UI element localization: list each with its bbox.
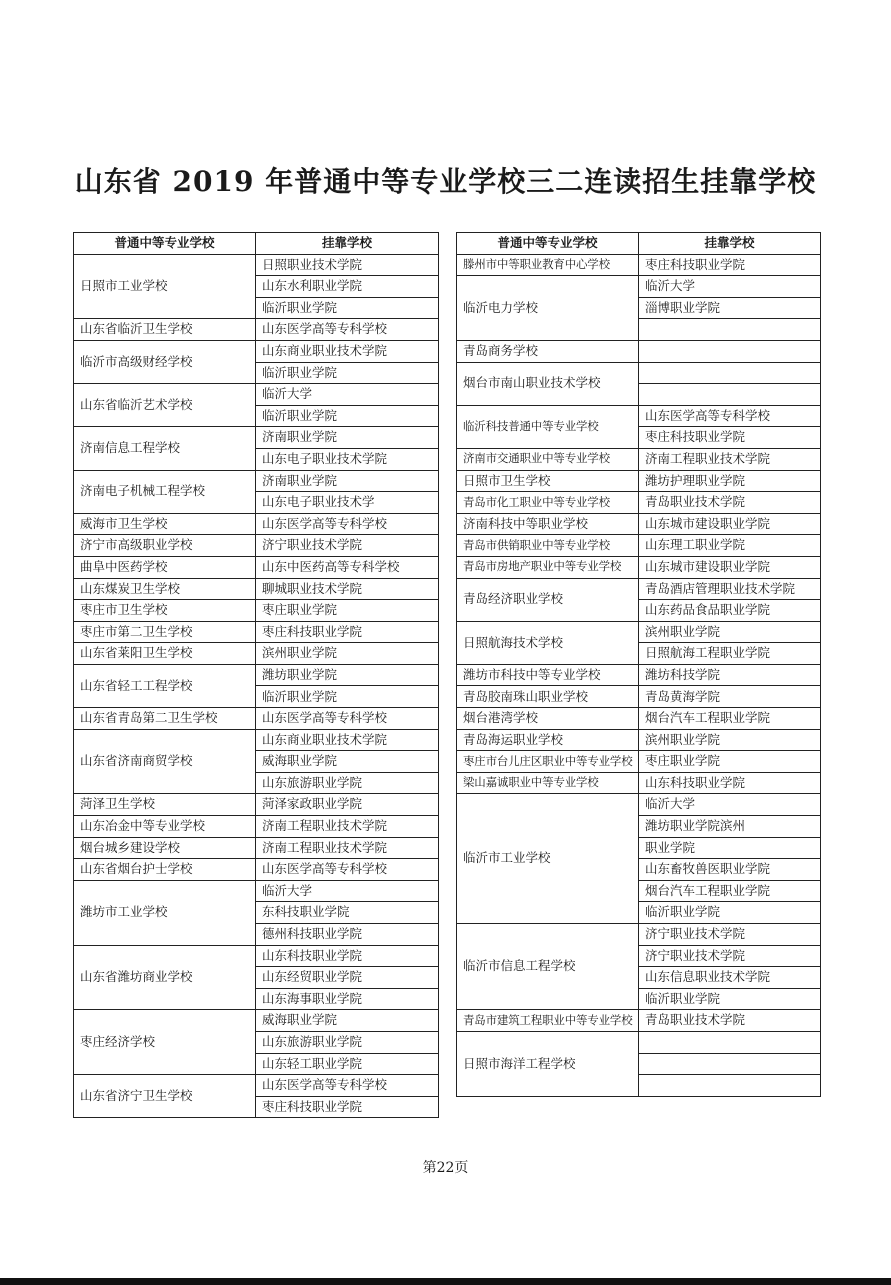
college-cell: 临沂职业学院: [256, 405, 439, 427]
school-cell: 青岛经济职业学校: [457, 578, 639, 621]
school-cell: 济南科技中等职业学校: [457, 513, 639, 535]
college-cell: 潍坊科技学院: [639, 664, 821, 686]
college-cell: 日照职业技术学院: [256, 254, 439, 276]
school-cell: 山东煤炭卫生学校: [74, 578, 256, 600]
table-row: [74, 1075, 439, 1097]
college-cell: [639, 319, 821, 341]
school-cell: 山东省济宁卫生学校: [74, 1075, 256, 1118]
school-cell: 山东省济南商贸学校: [74, 729, 256, 794]
table-row: [457, 621, 821, 643]
school-cell: 枣庄经济学校: [74, 1010, 256, 1075]
college-cell: 山东城市建设职业学院: [639, 513, 821, 535]
school-cell: 威海市卫生学校: [74, 513, 256, 535]
school-cell: 临沂电力学校: [457, 276, 639, 341]
school-cell: 临沂市信息工程学校: [457, 924, 639, 1010]
college-cell: 山东商业职业技术学院: [256, 729, 439, 751]
table-row: [74, 578, 439, 600]
header-school: 普通中等专业学校: [74, 233, 256, 255]
school-cell: 青岛市房地产职业中等专业学校: [457, 556, 639, 578]
college-cell: 潍坊职业学院滨州: [639, 816, 821, 838]
college-cell: 聊城职业技术学院: [256, 578, 439, 600]
college-cell: 山东药品食品职业学院: [639, 600, 821, 622]
school-cell: 山东省莱阳卫生学校: [74, 643, 256, 665]
school-cell: 烟台城乡建设学校: [74, 837, 256, 859]
table-row: [74, 1010, 439, 1032]
school-cell: 山东省潍坊商业学校: [74, 945, 256, 1010]
table-row: [457, 513, 821, 535]
college-cell: 日照航海工程职业学院: [639, 643, 821, 665]
college-cell: 山东商业职业技术学院: [256, 340, 439, 362]
school-cell: 山东省临沂艺术学校: [74, 384, 256, 427]
table-row: [74, 859, 439, 881]
table-row: [457, 686, 821, 708]
college-cell: 山东科技职业学院: [256, 945, 439, 967]
table-row: [457, 492, 821, 514]
school-cell: 枣庄市台儿庄区职业中等专业学校: [457, 751, 639, 773]
college-cell: 山东医学高等专科学校: [256, 319, 439, 341]
college-cell: 济南职业学院: [256, 470, 439, 492]
school-cell: 山东省烟台护士学校: [74, 859, 256, 881]
college-cell: 威海职业学院: [256, 751, 439, 773]
college-cell: 山东医学高等专科学校: [639, 405, 821, 427]
college-cell: 滨州职业学院: [256, 643, 439, 665]
college-cell: 济南工程职业技术学院: [256, 816, 439, 838]
school-cell: 济南电子机械工程学校: [74, 470, 256, 513]
table-row: [74, 729, 439, 751]
table-row: [457, 729, 821, 751]
table-row: [74, 384, 439, 406]
table-row: [74, 556, 439, 578]
table-row: [74, 535, 439, 557]
table-row: [74, 427, 439, 449]
table-row: [457, 1031, 821, 1053]
school-cell: 青岛市建筑工程职业中等专业学校: [457, 1010, 639, 1032]
college-cell: 枣庄科技职业学院: [256, 1096, 439, 1118]
header-college: 挂靠学校: [639, 233, 821, 255]
table-row: [457, 405, 821, 427]
table-row: [457, 1010, 821, 1032]
college-cell: 临沂大学: [639, 794, 821, 816]
school-cell: 日照市工业学校: [74, 254, 256, 319]
college-cell: 青岛职业技术学院: [639, 1010, 821, 1032]
college-cell: 山东经贸职业学院: [256, 967, 439, 989]
college-cell: 临沂职业学院: [639, 988, 821, 1010]
college-cell: 德州科技职业学院: [256, 924, 439, 946]
college-cell: 临沂大学: [256, 880, 439, 902]
college-cell: 青岛黄海学院: [639, 686, 821, 708]
school-cell: 日照市海洋工程学校: [457, 1031, 639, 1096]
table-header-row: [74, 233, 439, 255]
college-cell: 山东医学高等专科学校: [256, 513, 439, 535]
college-cell: 济南职业学院: [256, 427, 439, 449]
college-cell: 山东电子职业技术学院: [256, 448, 439, 470]
college-cell: 菏泽家政职业学院: [256, 794, 439, 816]
college-cell: 青岛职业技术学院: [639, 492, 821, 514]
college-cell: 山东中医药高等专科学校: [256, 556, 439, 578]
college-cell: 烟台汽车工程职业学院: [639, 880, 821, 902]
table-row: [457, 470, 821, 492]
table-row: [457, 794, 821, 816]
college-cell: 枣庄科技职业学院: [639, 254, 821, 276]
school-cell: 青岛商务学校: [457, 340, 639, 362]
school-cell: 烟台市南山职业技术学校: [457, 362, 639, 405]
table-row: [457, 664, 821, 686]
header-school: 普通中等专业学校: [457, 233, 639, 255]
college-cell: 威海职业学院: [256, 1010, 439, 1032]
school-cell: 曲阜中医药学校: [74, 556, 256, 578]
header-college: 挂靠学校: [256, 233, 439, 255]
school-cell: 日照航海技术学校: [457, 621, 639, 664]
school-cell: 日照市卫生学校: [457, 470, 639, 492]
table-row: [74, 600, 439, 622]
table-row: [457, 362, 821, 384]
college-cell: 青岛酒店管理职业技术学院: [639, 578, 821, 600]
college-cell: 潍坊护理职业学院: [639, 470, 821, 492]
school-cell: 济宁市高级职业学校: [74, 535, 256, 557]
school-cell: 梁山嘉诚职业中等专业学校: [457, 772, 639, 794]
college-cell: 济南工程职业技术学院: [256, 837, 439, 859]
college-cell: [639, 1075, 821, 1097]
table-header-row: [457, 233, 821, 255]
school-cell: 菏泽卫生学校: [74, 794, 256, 816]
college-cell: 山东医学高等专科学校: [256, 859, 439, 881]
college-cell: 山东电子职业技术学: [256, 492, 439, 514]
college-cell: 临沂大学: [256, 384, 439, 406]
school-cell: 枣庄市第二卫生学校: [74, 621, 256, 643]
college-cell: 山东轻工职业学院: [256, 1053, 439, 1075]
college-cell: 滨州职业学院: [639, 729, 821, 751]
college-cell: 山东水利职业学院: [256, 276, 439, 298]
school-cell: 临沂市工业学校: [457, 794, 639, 924]
school-cell: 山东省轻工工程学校: [74, 664, 256, 707]
page-title: 山东省 2019 年普通中等专业学校三二连读招生挂靠学校: [74, 165, 817, 198]
college-cell: 山东医学高等专科学校: [256, 1075, 439, 1097]
table-row: [74, 254, 439, 276]
college-cell: 职业学院: [639, 837, 821, 859]
college-cell: 山东海事职业学院: [256, 988, 439, 1010]
school-cell: 烟台港湾学校: [457, 708, 639, 730]
right-schools-table: [456, 232, 821, 1097]
table-row: [74, 880, 439, 902]
college-cell: 济宁职业技术学院: [639, 924, 821, 946]
college-cell: 济南工程职业技术学院: [639, 448, 821, 470]
school-cell: 山东冶金中等专业学校: [74, 816, 256, 838]
table-row: [74, 708, 439, 730]
college-cell: 山东城市建设职业学院: [639, 556, 821, 578]
college-cell: 临沂职业学院: [256, 686, 439, 708]
table-row: [457, 340, 821, 362]
college-cell: 烟台汽车工程职业学院: [639, 708, 821, 730]
scan-edge-bar: [0, 1278, 891, 1285]
table-row: [457, 556, 821, 578]
table-row: [74, 664, 439, 686]
school-cell: 青岛市供销职业中等专业学校: [457, 535, 639, 557]
school-cell: 滕州市中等职业教育中心学校: [457, 254, 639, 276]
school-cell: 潍坊市科技中等专业学校: [457, 664, 639, 686]
table-row: [74, 340, 439, 362]
table-row: [74, 816, 439, 838]
table-row: [457, 751, 821, 773]
left-schools-table: [73, 232, 439, 1118]
college-cell: 临沂职业学院: [256, 297, 439, 319]
college-cell: 东科技职业学院: [256, 902, 439, 924]
table-row: [74, 621, 439, 643]
table-row: [74, 945, 439, 967]
college-cell: [639, 384, 821, 406]
college-cell: 临沂大学: [639, 276, 821, 298]
page-number: 第22页: [422, 1160, 469, 1176]
school-cell: 青岛市化工职业中等专业学校: [457, 492, 639, 514]
college-cell: 潍坊职业学院: [256, 664, 439, 686]
school-cell: 临沂市高级财经学校: [74, 340, 256, 383]
college-cell: 枣庄职业学院: [256, 600, 439, 622]
table-row: [457, 924, 821, 946]
college-cell: 临沂职业学院: [639, 902, 821, 924]
table-row: [457, 535, 821, 557]
table-row: [74, 513, 439, 535]
school-cell: 济南信息工程学校: [74, 427, 256, 470]
college-cell: [639, 1031, 821, 1053]
school-cell: 枣庄市卫生学校: [74, 600, 256, 622]
table-row: [457, 578, 821, 600]
college-cell: [639, 1053, 821, 1075]
college-cell: 枣庄职业学院: [639, 751, 821, 773]
school-cell: 山东省临沂卫生学校: [74, 319, 256, 341]
college-cell: 滨州职业学院: [639, 621, 821, 643]
table-row: [74, 319, 439, 341]
school-cell: 山东省青岛第二卫生学校: [74, 708, 256, 730]
school-cell: 青岛海运职业学校: [457, 729, 639, 751]
school-cell: 济南市交通职业中等专业学校: [457, 448, 639, 470]
college-cell: [639, 340, 821, 362]
table-row: [457, 708, 821, 730]
school-cell: 临沂科技普通中等专业学校: [457, 405, 639, 448]
college-cell: 山东医学高等专科学校: [256, 708, 439, 730]
college-cell: 山东科技职业学院: [639, 772, 821, 794]
table-row: [74, 837, 439, 859]
college-cell: 山东旅游职业学院: [256, 772, 439, 794]
college-cell: 淄博职业学院: [639, 297, 821, 319]
college-cell: 枣庄科技职业学院: [256, 621, 439, 643]
college-cell: 山东理工职业学院: [639, 535, 821, 557]
table-row: [74, 643, 439, 665]
college-cell: [639, 362, 821, 384]
school-cell: 青岛胶南珠山职业学校: [457, 686, 639, 708]
table-row: [457, 448, 821, 470]
table-row: [74, 794, 439, 816]
table-row: [74, 470, 439, 492]
table-row: [457, 772, 821, 794]
college-cell: 山东旅游职业学院: [256, 1031, 439, 1053]
table-row: [457, 276, 821, 298]
college-cell: 枣庄科技职业学院: [639, 427, 821, 449]
college-cell: 山东信息职业技术学院: [639, 967, 821, 989]
table-row: [457, 254, 821, 276]
college-cell: 山东畜牧兽医职业学院: [639, 859, 821, 881]
college-cell: 济宁职业技术学院: [256, 535, 439, 557]
school-cell: 潍坊市工业学校: [74, 880, 256, 945]
college-cell: 临沂职业学院: [256, 362, 439, 384]
college-cell: 济宁职业技术学院: [639, 945, 821, 967]
